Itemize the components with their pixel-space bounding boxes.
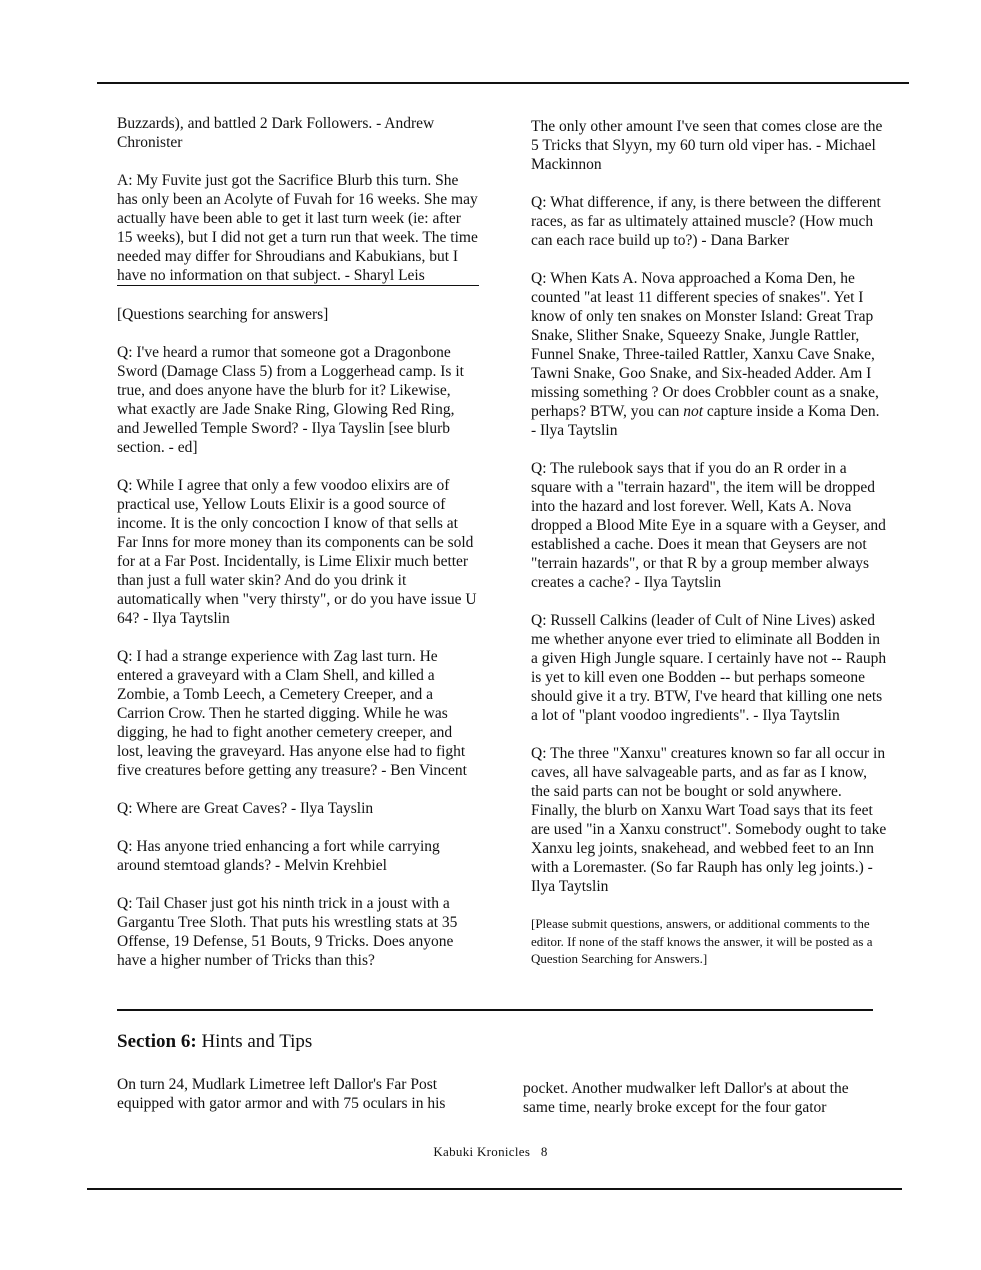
bottom-rule <box>87 1188 902 1190</box>
paragraph: Q: Russell Calkins (leader of Cult of Nine Lives) asked me whether anyone ever tried to eliminate all Bodden in a given High Jungle square. I certainly have not -- Rauph is yet to kill even one Bodden -- but perhaps someone should give it a try. BTW, I've heard that killing one nets a lot of "plant voodoo ingredients". - Ilya Taytslin <box>531 612 887 724</box>
paragraph: Q: Where are Great Caves? - Ilya Tayslin <box>117 800 374 817</box>
paragraph: Q: I've heard a rumor that someone got a Dragonbone Sword (Damage Class 5) from a Loggerhead camp. Is it true, and does anyone have the blurb for it? Likewise, what exactly are Jade Snake Ring, Glowing Red Ring, and Jewelled Temple Sword? - Ilya Tayslin [see blurb section. - ed] <box>117 344 464 456</box>
submission-note: [Please submit questions, answers, or additional comments to the editor. If none of the staff knows the answer, it will be posted as a Question Searching for Answers.] <box>531 916 873 966</box>
paragraph: Q: Has anyone tried enhancing a fort while carrying around stemtoad glands? - Melvin Krehbiel <box>117 838 440 874</box>
section-title: Hints and Tips <box>196 1031 313 1052</box>
paragraph: Q: I had a strange experience with Zag last turn. He entered a graveyard with a Clam Shell, and killed a Zombie, a Tomb Leech, a Cemetery Creeper, and a Carrion Crow. Then he started digging. While he was digging, he had to fight another cemetery creeper, and lost, leaving the graveyard. Has anyone else had to fight five creatures before getting any treasure? - Ben Vincent <box>117 648 467 779</box>
paragraph: Q: The three "Xanxu" creatures known so far all occur in caves, all have salvageable parts, and as far as I know, the said parts can not be bought or sold anywhere. Finally, the blurb on Xanxu Wart Toad says that its feet are used "in a Xanxu construct". Somebody ought to take Xanxu leg joints, snakehead, and webbed feet to an Inn with a Loremaster. (So far Rauph has only leg joints.) - Ilya Taytslin <box>531 745 887 895</box>
section-number: Section 6: <box>117 1031 197 1052</box>
right-column <box>531 117 887 968</box>
paragraph: Q: While I agree that only a few voodoo elixirs are of practical use, Yellow Louts Elixir is a good source of income. It is the only concoction I know of that sells at Far Inns for more money than its components can be sold for at a Far Post. Incidentally, is Lime Elixir much better than just a full water skin? And do you drink it automatically when "very thirsty", or do you have issue U 64? - Ilya Taytslin <box>117 477 477 627</box>
paragraph: The only other amount I've seen that comes close are the 5 Tricks that Slyyn, my 60 turn old viper has. - Michael Mackinnon <box>531 118 883 173</box>
paragraph-text-end: capture inside a Koma Den. - Ilya Taytslin <box>531 403 880 439</box>
paragraph <box>531 269 887 440</box>
paragraph-text: Q: When Kats A. Nova approached a Koma Den, he counted "at least 11 different species of snakes". Yet I know of only ten snakes on Monster Island: Great Trap Snake, Slither Snake, Squeezy Snake, Jungle Rattler, Funnel Snake, Three-tailed Rattler, Xanxu Cave Snake, Tawni Snake, Goo Snake, and Six-headed Adder. Am I missing something ? Or does Crobbler count as a snake, perhaps? BTW, you can <box>531 270 879 420</box>
paragraph: Buzzards), and battled 2 Dark Followers. - Andrew Chronister <box>117 115 435 151</box>
paragraph: Q: Tail Chaser just got his ninth trick in a joust with a Gargantu Tree Sloth. That puts his wrestling stats at 35 Offense, 19 Defense, 51 Bouts, 9 Tricks. Does anyone have a higher number of Tricks than this? <box>117 895 458 969</box>
hints-left-column <box>117 1075 462 1113</box>
italic-word: not <box>683 403 704 420</box>
answer-underlined: A: My Fuvite just got the Sacrifice Blurb this turn. She has only been an Acolyte of Fuvah for 16 weeks. She may actually have been able to get it last turn week (ie: after 15 weeks), but I did not get a turn run that week. The time needed may differ for Shroudians and Kabukians, but I have no information on that subject. - Sharyl Leis <box>117 172 478 284</box>
hints-right-column <box>523 1079 873 1117</box>
page-footer: Kabuki Kronicles 8 <box>433 1144 548 1159</box>
paragraph: Q: The rulebook says that if you do an R order in a square with a "terrain hazard", the item will be dropped into the hazard and lost forever. Well, Kats A. Nova dropped a Blood Mite Eye in a square with a Geyser, and established a cache. Does it mean that Geysers are not "terrain hazards", or that R by a group member always creates a cache? - Ilya Taytslin <box>531 460 886 591</box>
section-rule <box>117 1009 873 1011</box>
paragraph: On turn 24, Mudlark Limetree left Dallor's Far Post equipped with gator armor and with 75 oculars in his <box>117 1076 446 1112</box>
left-column <box>117 114 479 970</box>
paragraph: Q: What difference, if any, is there between the different races, as far as ultimately attained muscle? (How much can each race build up to?) - Dana Barker <box>531 194 881 249</box>
paragraph: [Questions searching for answers] <box>117 306 329 323</box>
section-heading <box>117 1031 312 1053</box>
paragraph <box>117 171 479 286</box>
paragraph: pocket. Another mudwalker left Dallor's at about the same time, nearly broke except for the four gator <box>523 1080 849 1116</box>
top-rule <box>97 82 909 84</box>
